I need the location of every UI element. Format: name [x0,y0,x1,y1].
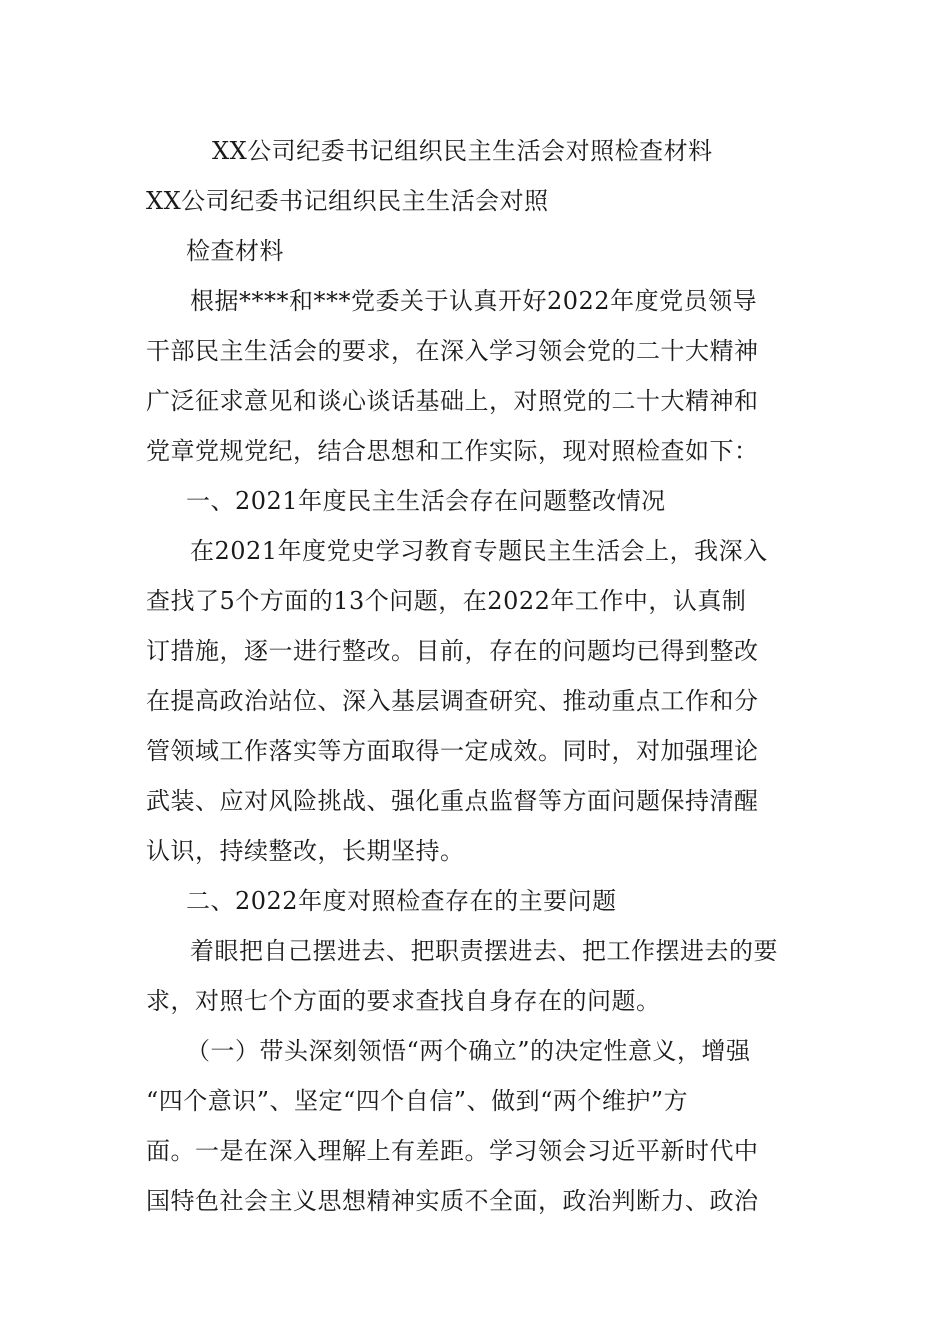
intro-line-1: 根据****和***党委关于认真开好2022年度党员领导 [190,287,758,315]
section-1-line-4: 在提高政治站位、深入基层调查研究、推动重点工作和分 [146,687,759,715]
section-1-line-6: 武装、应对风险挑战、强化重点监督等方面问题保持清醒 [146,787,759,815]
section-2-line-2: 求，对照七个方面的要求查找自身存在的问题。 [146,987,661,1015]
intro-line-4: 党章党规党纪，结合思想和工作实际，现对照检查如下： [146,437,759,465]
section-1-heading: 一、2021年度民主生活会存在问题整改情况 [186,487,666,515]
subsection-1-line-1: （一）带头深刻领悟“两个确立”的决定性意义，增强 [186,1037,751,1065]
section-1-line-3: 订措施，逐一进行整改。目前，存在的问题均已得到整改 [146,637,759,665]
document-title: XX公司纪委书记组织民主生活会对照检查材料 [212,137,713,165]
document-subtitle-line-1: XX公司纪委书记组织民主生活会对照 [146,187,549,215]
section-1-line-5: 管领域工作落实等方面取得一定成效。同时，对加强理论 [146,737,759,765]
subsection-1-line-4: 国特色社会主义思想精神实质不全面，政治判断力、政治 [146,1187,759,1215]
subsection-1-line-2: “四个意识”、坚定“四个自信”、做到“两个维护”方 [146,1087,689,1115]
section-1-line-1: 在2021年度党史学习教育专题民主生活会上，我深入 [190,537,768,565]
subsection-1-line-3: 面。一是在深入理解上有差距。学习领会习近平新时代中 [146,1137,759,1165]
section-2-line-1: 着眼把自己摆进去、把职责摆进去、把工作摆进去的要 [190,937,778,965]
document-subtitle-line-2: 检查材料 [186,237,284,265]
section-1-line-7: 认识，持续整改，长期坚持。 [146,837,465,865]
section-1-line-2: 查找了5个方面的13个问题，在2022年工作中，认真制 [146,587,747,615]
section-2-heading: 二、2022年度对照检查存在的主要问题 [186,887,617,915]
intro-line-2: 干部民主生活会的要求，在深入学习领会党的二十大精神 [146,337,759,365]
intro-line-3: 广泛征求意见和谈心谈话基础上，对照党的二十大精神和 [146,387,759,415]
